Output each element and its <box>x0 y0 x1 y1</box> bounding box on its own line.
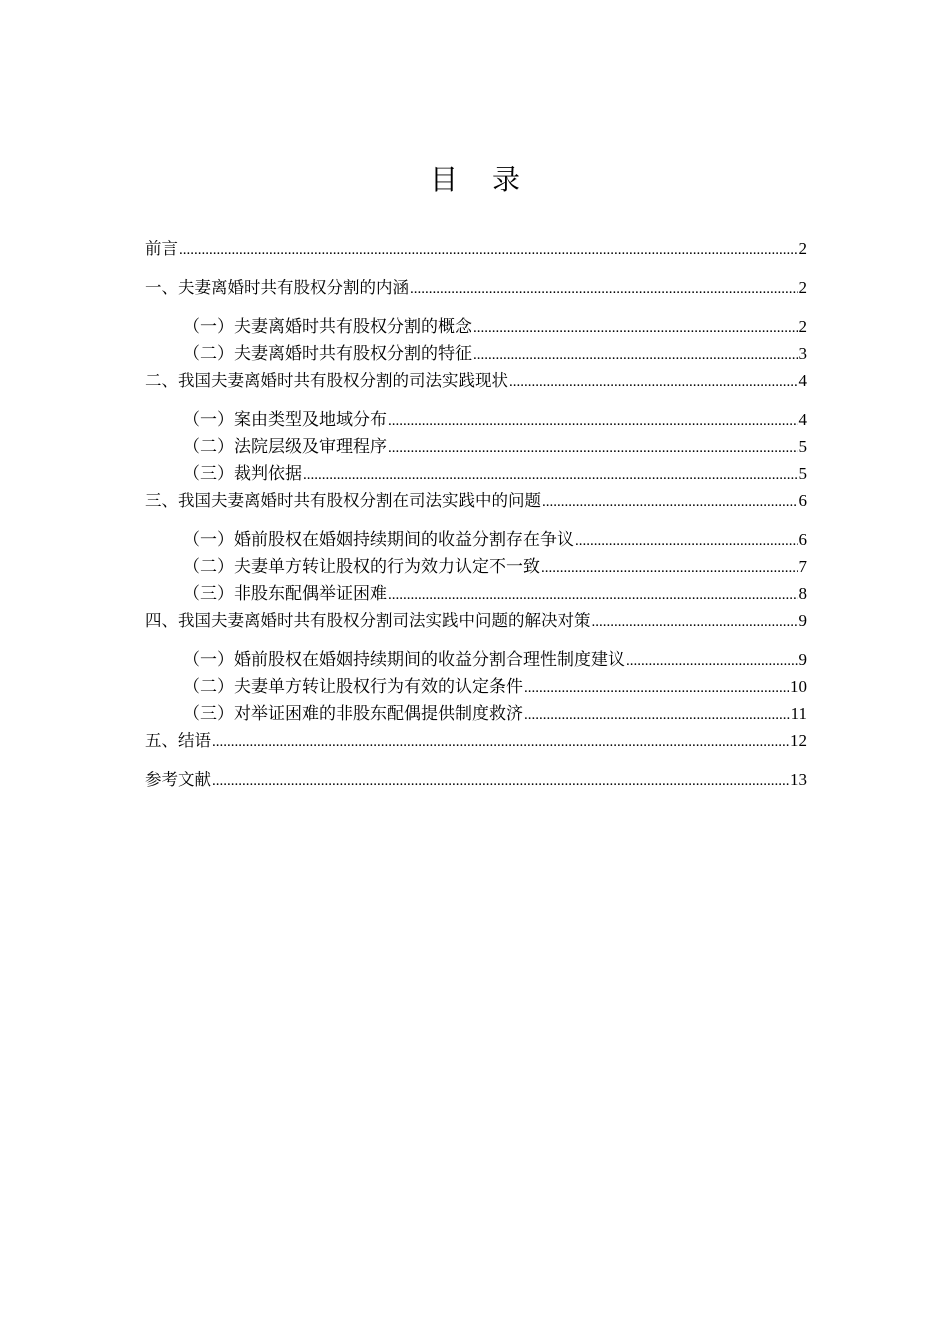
toc-leader-dots <box>626 649 798 674</box>
toc-entry-text: （二）法院层级及审理程序 <box>183 437 387 457</box>
toc-entry-page: 6 <box>798 530 807 549</box>
toc-leader-dots <box>575 529 798 554</box>
toc-entry-text: （一）案由类型及地域分布 <box>183 410 387 430</box>
toc-entry-page: 13 <box>790 770 807 789</box>
toc-entry-text: （二）夫妻单方转让股权行为有效的认定条件 <box>183 677 523 697</box>
toc-entry-page: 5 <box>798 437 807 456</box>
toc-leader-dots <box>541 556 798 581</box>
toc-entry-page: 4 <box>798 371 807 390</box>
toc-leader-dots <box>592 610 798 635</box>
toc-entry-text: 参考文献 <box>145 770 211 789</box>
toc-entry[interactable] <box>145 608 807 635</box>
toc-entry-page: 9 <box>798 611 807 630</box>
toc-entry-page: 2 <box>798 239 807 258</box>
toc-entry-text: （二）夫妻单方转让股权的行为效力认定不一致 <box>183 557 540 577</box>
table-of-contents <box>145 236 807 794</box>
toc-entry-page: 9 <box>798 650 807 669</box>
toc-leader-dots <box>212 730 789 755</box>
toc-entry-page: 6 <box>798 491 807 510</box>
toc-entry[interactable] <box>145 275 807 302</box>
toc-entry[interactable] <box>145 314 807 341</box>
toc-entry[interactable] <box>145 341 807 368</box>
toc-entry-text: 前言 <box>145 239 178 258</box>
toc-entry[interactable] <box>145 407 807 434</box>
toc-leader-dots <box>388 436 798 461</box>
toc-leader-dots <box>524 676 789 701</box>
toc-entry-text: 一、夫妻离婚时共有股权分割的内涵 <box>145 278 409 297</box>
toc-entry-text: （三）非股东配偶举证困难 <box>183 584 387 604</box>
toc-entry-text: （三）对举证困难的非股东配偶提供制度救济 <box>183 704 523 724</box>
toc-entry[interactable] <box>145 728 807 755</box>
toc-entry-text: （三）裁判依据 <box>183 464 302 484</box>
toc-entry-page: 4 <box>798 410 807 429</box>
toc-entry[interactable] <box>145 701 807 728</box>
toc-leader-dots <box>542 490 798 515</box>
toc-entry-text: （一）夫妻离婚时共有股权分割的概念 <box>183 317 472 337</box>
toc-leader-dots <box>509 370 798 395</box>
toc-leader-dots <box>473 343 798 368</box>
toc-entry[interactable] <box>145 236 807 263</box>
toc-title: 目录 <box>429 163 554 196</box>
toc-leader-dots <box>524 703 790 728</box>
toc-leader-dots <box>388 583 798 608</box>
toc-entry-text: 二、我国夫妻离婚时共有股权分割的司法实践现状 <box>145 371 508 390</box>
toc-entry-page: 5 <box>798 464 807 483</box>
toc-entry[interactable] <box>145 368 807 395</box>
toc-entry-text: （二）夫妻离婚时共有股权分割的特征 <box>183 344 472 364</box>
toc-entry-text: 五、结语 <box>145 731 211 750</box>
toc-leader-dots <box>388 409 798 434</box>
toc-entry[interactable] <box>145 461 807 488</box>
toc-leader-dots <box>410 277 798 302</box>
toc-entry[interactable] <box>145 488 807 515</box>
toc-entry-page: 10 <box>790 677 807 696</box>
toc-leader-dots <box>212 769 789 794</box>
toc-entry-text: （一）婚前股权在婚姻持续期间的收益分割合理性制度建议 <box>183 650 625 670</box>
toc-entry-page: 2 <box>798 317 807 336</box>
toc-entry[interactable] <box>145 767 807 794</box>
toc-entry[interactable] <box>145 527 807 554</box>
toc-entry-page: 3 <box>798 344 807 363</box>
toc-entry-page: 12 <box>790 731 807 750</box>
toc-entry-page: 7 <box>798 557 807 576</box>
toc-leader-dots <box>179 238 798 263</box>
toc-entry[interactable] <box>145 434 807 461</box>
toc-entry[interactable] <box>145 581 807 608</box>
toc-entry[interactable] <box>145 647 807 674</box>
toc-entry-text: 四、我国夫妻离婚时共有股权分割司法实践中问题的解决对策 <box>145 611 591 630</box>
toc-entry[interactable] <box>145 674 807 701</box>
toc-entry-page: 11 <box>790 704 807 723</box>
toc-entry-text: （一）婚前股权在婚姻持续期间的收益分割存在争议 <box>183 530 574 550</box>
toc-leader-dots <box>303 463 798 488</box>
toc-entry-page: 2 <box>798 278 807 297</box>
toc-entry-text: 三、我国夫妻离婚时共有股权分割在司法实践中的问题 <box>145 491 541 510</box>
toc-entry-page: 8 <box>798 584 807 603</box>
toc-leader-dots <box>473 316 798 341</box>
toc-entry[interactable] <box>145 554 807 581</box>
